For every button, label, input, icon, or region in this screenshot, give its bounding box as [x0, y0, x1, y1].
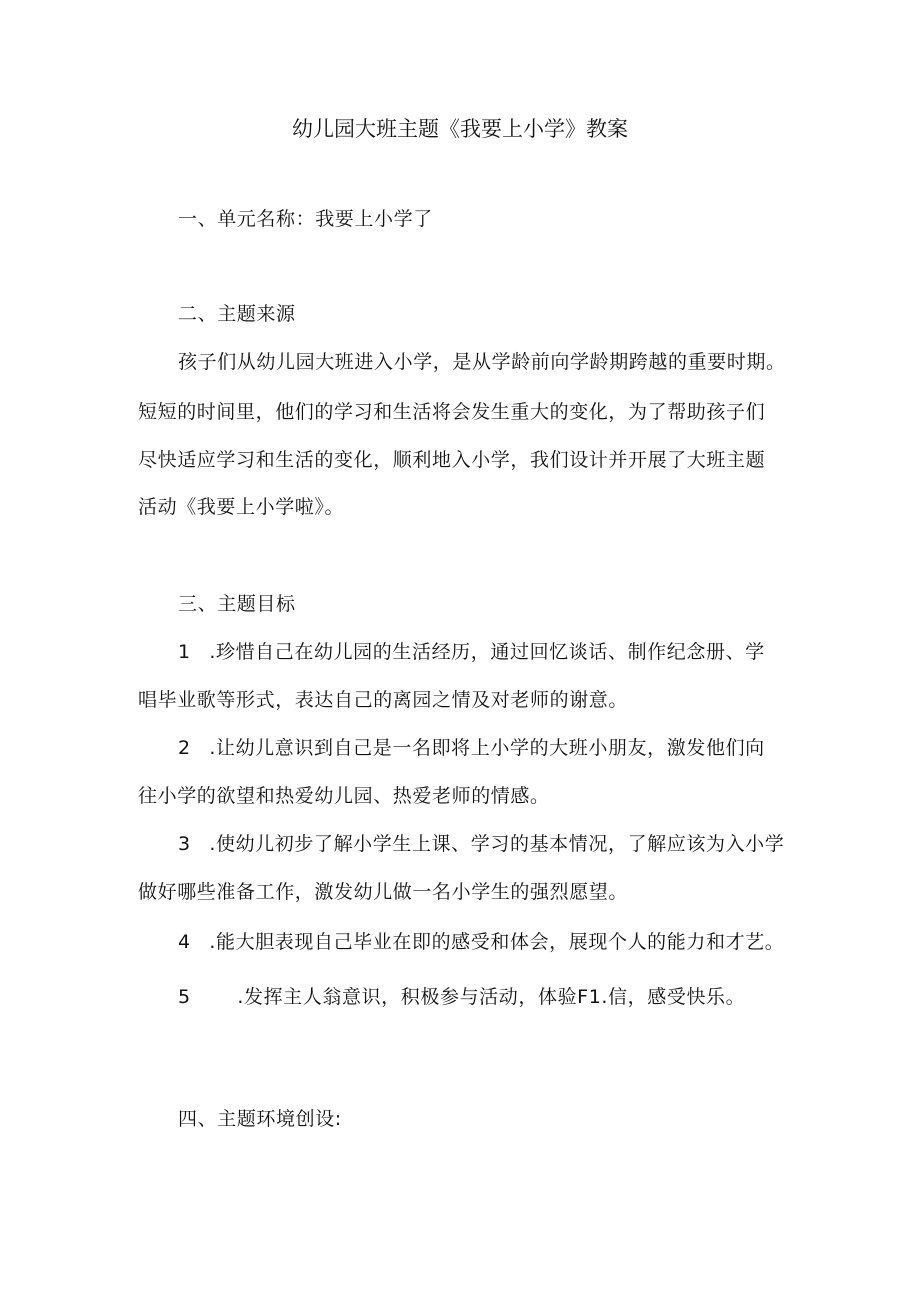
goal-text: .珍惜自己在幼儿园的生活经历，通过回忆谈话、制作纪念册、学 [209, 641, 765, 663]
goal-item-2-continued: 往小学的欲望和热爱幼儿园、热爱老师的情感。 [138, 785, 550, 807]
paragraph-line: 尽快适应学习和生活的变化，顺利地入小学，我们设计并开展了大班主题 [138, 449, 766, 471]
goal-number: 1 [178, 641, 191, 663]
goal-number: 4 [178, 931, 191, 953]
section-heading-goals: 三、主题目标 [178, 593, 296, 615]
goal-text: .让幼儿意识到自己是一名即将上小学的大班小朋友，激发他们向 [209, 737, 765, 759]
goal-text: .发挥主人翁意识，积极参与活动，体验F1.信，感受快乐。 [237, 986, 746, 1008]
section-heading-environment: 四、主题环境创设: [178, 1108, 342, 1130]
goal-text: .能大胆表现自己毕业在即的感受和体会，展现个人的能力和才艺。 [209, 931, 785, 953]
paragraph-line: 孩子们从幼儿园大班进入小学，是从学龄前向学龄期跨越的重要时期。 [178, 351, 786, 373]
document-title: 幼儿园大班主题《我要上小学》教案 [292, 117, 628, 141]
paragraph-line: 短短的时间里，他们的学习和生活将会发生重大的变化，为了帮助孩子们 [138, 401, 766, 423]
goal-number: 2 [178, 737, 191, 759]
goal-item-1-continued: 唱毕业歌等形式，表达自己的离园之情及对老师的谢意。 [138, 689, 629, 711]
goal-item-4 [178, 930, 784, 954]
section-heading-source: 二、主题来源 [178, 303, 296, 325]
goal-item-5 [178, 985, 745, 1009]
goal-item-3 [178, 832, 784, 856]
goal-text: .使幼儿初步了解小学生上课、学习的基本情况，了解应该为入小学 [209, 833, 785, 855]
goal-item-2 [178, 736, 765, 760]
section-unit-name: 一、单元名称：我要上小学了 [178, 208, 433, 230]
goal-item-3-continued: 做好哪些准备工作，激发幼儿做一名小学生的强烈愿望。 [138, 881, 629, 903]
goal-number: 3 [178, 833, 191, 855]
goal-item-1 [178, 640, 765, 664]
paragraph-line: 活动《我要上小学啦》。 [138, 496, 345, 518]
goal-number: 5 [178, 986, 191, 1008]
